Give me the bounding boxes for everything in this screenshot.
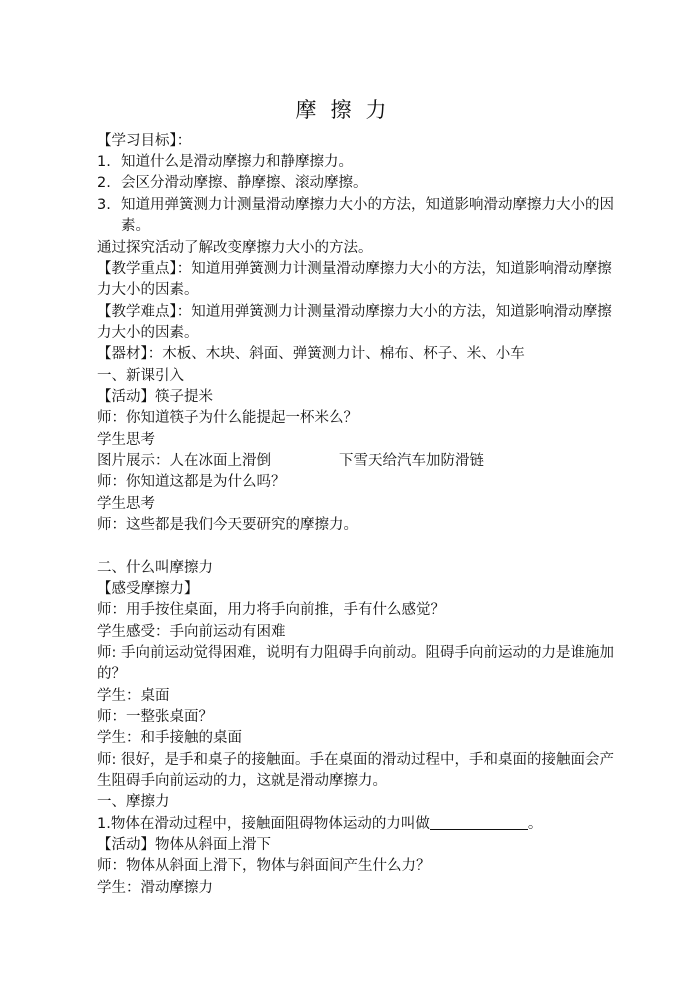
section2-q2-cont: 的？ (97, 666, 126, 682)
section2-q2: 师: 手向前运动觉得困难，说明有力阻碍手向前动。阻碍手向前运动的力是谁施加 (97, 645, 614, 661)
section1-q3: 师：这些都是我们今天要研究的摩擦力。 (97, 517, 358, 533)
section1-s2: 学生思考 (97, 496, 155, 512)
difficult-points-text: ：知道用弹簧测力计测量滑动摩擦力大小的方法，知道影响滑动摩擦 (176, 304, 612, 320)
difficult-points (97, 302, 612, 323)
difficult-points-label: 【教学难点】 (97, 304, 177, 320)
activity-text: 物体从斜面上滑下 (155, 837, 271, 853)
page-title: 摩擦力 (295, 98, 401, 122)
section2-s2: 学生：桌面 (97, 688, 170, 704)
section1-s1: 学生思考 (97, 432, 155, 448)
section2-s1: 学生感受：手向前运动有困难 (97, 624, 286, 640)
section1-activity (97, 387, 602, 408)
fill-in-question (97, 814, 602, 835)
objectives-extra: 通过探究活动了解改变摩擦力大小的方法。 (97, 240, 373, 256)
objective-num: 3. (97, 197, 111, 213)
picture-a: 图片展示：人在冰面上滑倒 (97, 453, 271, 469)
section1-q1: 师：你知道筷子为什么能提起一杯米么？ (97, 410, 358, 426)
section2-q3: 师：一整张桌面？ (97, 709, 213, 725)
section2-q4: 师: 很好，是手和桌子的接触面。手在桌面的滑动过程中，手和桌面的接触面会产 (97, 752, 614, 768)
equipment (97, 344, 602, 365)
objective-text: 会区分滑动摩擦、静摩擦、滚动摩擦。 (121, 175, 368, 191)
activity-label: 【活动】 (97, 837, 155, 853)
section2-heading: 二、什么叫摩擦力 (97, 560, 213, 576)
section3-q1: 师：物体从斜面上滑下，物体与斜面间产生什么力？ (97, 858, 431, 874)
section1-q2: 师：你知道这都是为什么吗？ (97, 474, 286, 490)
section3-activity (97, 835, 602, 856)
objective-num: 2. (97, 175, 111, 191)
key-points (97, 259, 612, 280)
feel-label: 【感受摩擦力】 (97, 581, 199, 597)
objective-item-3-cont: 素。 (121, 218, 150, 234)
activity-label: 【活动】 (97, 389, 155, 405)
section3-s1: 学生：滑动摩擦力 (97, 880, 213, 896)
difficult-points-cont: 力大小的因素。 (97, 325, 199, 341)
fill-end: 。 (527, 816, 543, 832)
picture-b: 下雪天给汽车加防滑链 (339, 453, 484, 469)
objective-num: 1. (97, 154, 111, 170)
objectives-label: 【学习目标】： (97, 133, 192, 149)
section1-heading: 一、新课引入 (97, 368, 184, 384)
equipment-text: ：木板、木块、斜面、弹簧测力计、棉布、杯子、米、小车 (147, 346, 525, 362)
fill-text: 1.物体在滑动过程中，接触面阻碍物体运动的力叫做 (97, 816, 430, 832)
objective-item-1 (97, 152, 602, 173)
key-points-cont: 力大小的因素。 (97, 282, 199, 298)
objective-text: 知道用弹簧测力计测量滑动摩擦力大小的方法，知道影响滑动摩擦力大小的因 (121, 197, 614, 213)
objective-item-2 (97, 173, 602, 194)
section2-q1: 师：用手按住桌面，用力将手向前推，手有什么感觉？ (97, 602, 445, 618)
section2-q4-cont: 生阻碍手向前运动的力，这就是滑动摩擦力。 (97, 773, 387, 789)
objective-item-3 (97, 195, 614, 216)
equipment-label: 【器材】 (97, 346, 148, 362)
key-points-label: 【教学重点】 (97, 261, 177, 277)
section3-heading: 一、摩擦力 (97, 794, 170, 810)
section1-pictures (97, 451, 602, 472)
key-points-text: ：知道用弹簧测力计测量滑动摩擦力大小的方法，知道影响滑动摩擦 (176, 261, 612, 277)
objective-text: 知道什么是滑动摩擦力和静摩擦力。 (121, 154, 353, 170)
section2-s3: 学生：和手接触的桌面 (97, 730, 242, 746)
activity-text: 筷子提米 (155, 389, 213, 405)
fill-blank[interactable] (430, 815, 528, 830)
